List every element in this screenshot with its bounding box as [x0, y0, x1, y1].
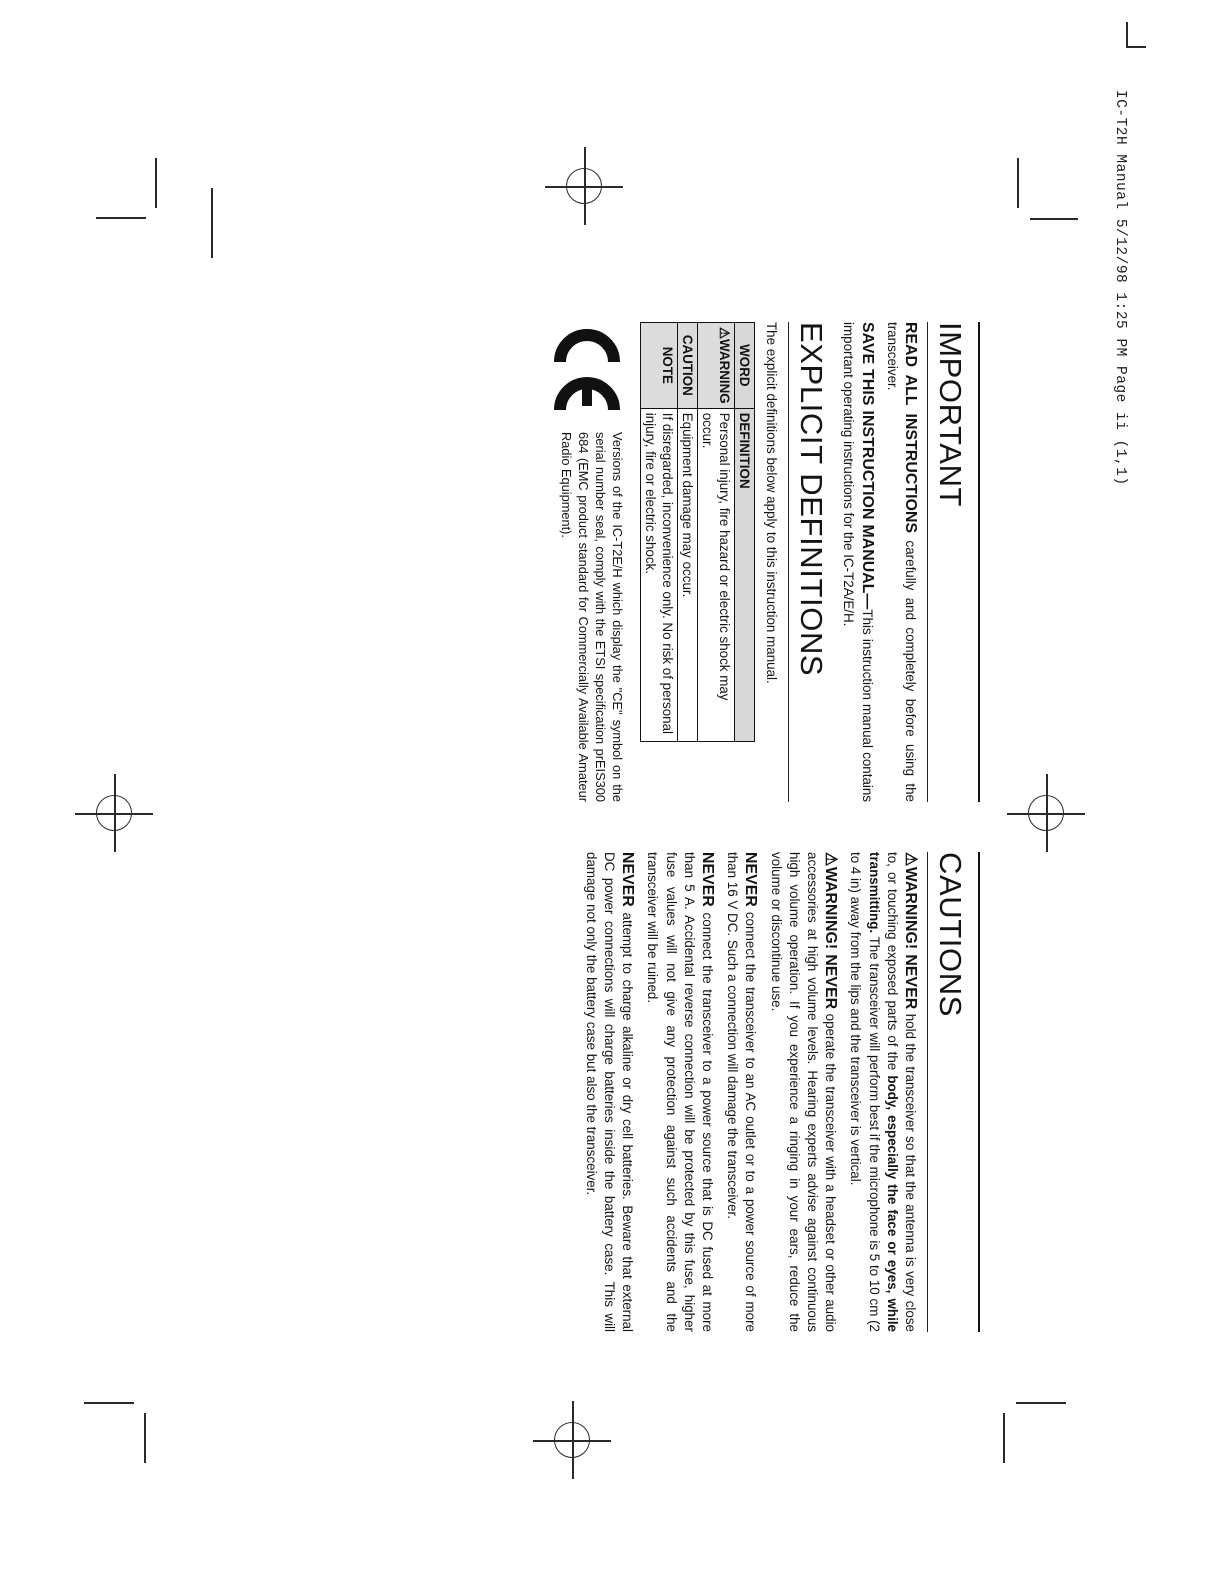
section-rule — [788, 322, 789, 802]
caution-definition: Equipment damage may occur. — [677, 408, 697, 741]
registration-mark — [96, 795, 132, 831]
registration-mark — [1028, 795, 1064, 831]
registration-mark — [566, 168, 602, 204]
caution-dc-fuse: NEVER connect the transceiver to a power source that is DC fused at more than 5 A. Accidental reverse connection will be protected by this fuse, higher fuse values will not give any protection against such accidents and the transceiver will be ruined. — [645, 852, 716, 1332]
caution-word: CAUTION — [677, 323, 697, 409]
page-header: IC-T2H Manual 5/12/98 1:25 PM Page ii (1,1) — [1112, 90, 1128, 486]
cautions-heading: CAUTIONS — [933, 852, 968, 1017]
definitions-intro: The explicit definitions below apply to this instruction manual. — [764, 322, 780, 684]
table-row — [640, 323, 677, 742]
table-header-row — [734, 323, 754, 742]
crop-mark — [1017, 158, 1019, 208]
ce-mark-icon — [547, 322, 626, 432]
explicit-definitions-heading: EXPLICIT DEFINITIONS — [794, 322, 830, 677]
crop-mark — [1016, 1402, 1066, 1404]
word-column-header: WORD — [734, 323, 754, 409]
definitions-table — [640, 322, 755, 742]
right-column — [200, 852, 980, 1332]
ce-compliance — [547, 322, 626, 802]
ce-statement: Versions of the IC-T2E/H which display the "CE" symbol on the serial number seal, comply with the ETSI specification prEIS300 684 (EMC product standard for Commercially Available Amateur Radio Equipment). — [558, 432, 625, 802]
definition-column-header: DEFINITION — [734, 408, 754, 741]
top-rule — [978, 852, 980, 1332]
table-row — [677, 323, 697, 742]
crop-mark — [155, 158, 157, 208]
crop-mark — [1126, 46, 1146, 48]
caution-headset: ⚠WARNING! NEVER operate the transceiver with a headset or other audio accessories at high volume levels. Hearing experts advise against continuous high volume operation. If you experience a ringing in your ears, reduce the volume or discontinue use. — [768, 852, 840, 1332]
save-manual: SAVE THIS INSTRUCTION MANUAL—This instruction manual contains important operating instructions for the IC-T2A/E/H. — [841, 322, 876, 803]
table-row — [697, 323, 734, 742]
crop-mark — [1126, 22, 1128, 48]
crop-mark — [1003, 1413, 1005, 1463]
crop-mark — [84, 1402, 134, 1404]
caution-ac-outlet: NEVER connect the transceiver to an AC outlet or to a power source of more than 16 V DC. Such a connection will damage the transceiver. — [725, 852, 760, 1332]
note-definition: If disregarded, inconvenience only. No risk of personal injury, fire or electric shock. — [640, 408, 677, 741]
manual-page — [200, 322, 980, 1332]
section-rule — [927, 322, 928, 802]
crop-mark — [1030, 218, 1078, 220]
warning-definition: Personal injury, fire hazard or electric shock may occur. — [697, 408, 734, 741]
section-rule — [927, 852, 928, 1332]
caution-antenna: ⚠WARNING! NEVER hold the transceiver so that the antenna is very close to, or touching exposed parts of the body, especially the face or eyes, while transmitting. The transceiver will perform best if the microphone is 5 to 10 cm (2 to 4 in) away from the lips and the transceiver is vertical. — [848, 852, 919, 1332]
crop-mark — [96, 217, 146, 219]
crop-mark — [211, 188, 213, 258]
top-rule — [978, 322, 980, 802]
read-instructions: READ ALL INSTRUCTIONS carefully and completely before using the transceiver. — [884, 322, 919, 802]
warning-word: ⚠WARNING — [697, 323, 734, 409]
caution-batteries: NEVER attempt to charge alkaline or dry cell batteries. Beware that external DC power connections will charge batteries inside the battery case. This will damage not only the battery case but also the transceiver. — [583, 852, 637, 1332]
important-heading: IMPORTANT — [933, 322, 968, 508]
crop-mark — [144, 1413, 146, 1463]
note-word: NOTE — [640, 323, 677, 409]
left-column — [200, 322, 980, 802]
registration-mark — [554, 1422, 590, 1458]
